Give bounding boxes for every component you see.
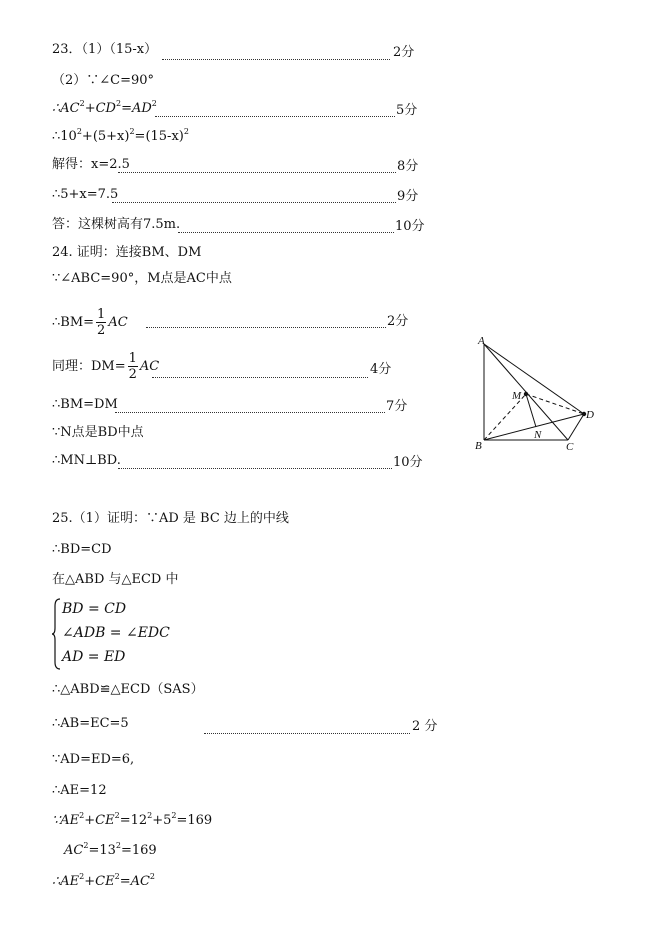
dotted-leader — [118, 171, 396, 173]
label-c: C — [566, 441, 574, 453]
denominator: 2 — [97, 323, 106, 338]
q24-line-6: ∵N点是BD中点 — [52, 425, 144, 440]
segment-mn — [526, 394, 536, 427]
exponent: 2 — [115, 99, 122, 108]
dotted-leader — [155, 115, 395, 117]
q24-line-3 — [52, 306, 128, 340]
formula-part: ∴AC — [52, 101, 80, 116]
formula-part: AC — [139, 359, 160, 374]
q24-score-4: 10分 — [393, 455, 423, 470]
label-m: M — [512, 390, 522, 402]
formula-part: ∴AE — [52, 874, 80, 889]
point-m — [524, 392, 528, 396]
q23-line-3 — [52, 99, 157, 119]
exponent: 2 — [183, 127, 189, 136]
exponent: 2 — [151, 99, 157, 108]
exponent: 2 — [83, 841, 89, 850]
formula-part: +(5+x) — [81, 129, 130, 144]
formula-part: ∵AE — [52, 813, 80, 828]
q24-score-1: 2分 — [387, 314, 409, 329]
q25-score-1: 2 分 — [412, 719, 438, 734]
formula-part: =AD — [121, 101, 152, 116]
congruence-system — [52, 598, 212, 672]
q25-line-2: ∴BD=CD — [52, 542, 112, 557]
fraction-one-half — [96, 307, 106, 338]
dotted-leader — [146, 326, 386, 328]
dotted-leader — [118, 467, 392, 469]
segment-dm — [526, 394, 584, 414]
formula-part: ∴BM= — [52, 315, 95, 330]
q23-score-2: 5分 — [396, 103, 418, 118]
exponent: 2 — [79, 872, 85, 881]
formula-part: AC — [108, 315, 128, 330]
q23-line-5: 解得：x=2.5 — [52, 157, 130, 172]
formula-part: =169 — [176, 813, 213, 828]
q23-part1-text: 23．（1）（15-x） — [52, 42, 158, 57]
left-brace — [52, 598, 62, 670]
dotted-leader — [204, 732, 410, 734]
q24-line-5: ∴BM=DM — [52, 397, 118, 412]
q25-line-4: ∴△ABD≌△ECD（SAS） — [52, 682, 204, 697]
exponent: 2 — [115, 841, 121, 850]
condition-ad-ed: AD = ED — [62, 649, 126, 665]
formula-part: +5 — [152, 813, 172, 828]
q25-line-3: 在△ABD 与△ECD 中 — [52, 572, 179, 587]
q23-line-1 — [52, 40, 157, 60]
figure-svg — [470, 336, 600, 454]
q23-line-6: ∴5+x=7.5 — [52, 187, 119, 202]
formula-part: +CE — [84, 813, 115, 828]
exponent: 2 — [114, 811, 120, 820]
q25-line-10 — [52, 872, 155, 892]
q23-score-1: 2分 — [393, 45, 415, 60]
dotted-leader — [178, 231, 394, 233]
exponent: 2 — [76, 127, 82, 136]
label-b: B — [475, 440, 482, 452]
q25-line-6: ∵AD=ED=6, — [52, 752, 135, 767]
exponent: 2 — [171, 811, 177, 820]
q23-line-4 — [52, 127, 189, 147]
q23-line-7: 答：这棵树高有7.5m. — [52, 217, 181, 232]
q25-line-9 — [64, 841, 157, 861]
formula-part: ∴10 — [52, 129, 77, 144]
condition-angle: ∠ADB = ∠EDC — [62, 625, 170, 641]
formula-part: +CD — [84, 101, 116, 116]
fraction-one-half — [128, 351, 138, 382]
geometry-figure — [470, 336, 600, 458]
dotted-leader — [112, 201, 396, 203]
q23-score-5: 10分 — [395, 219, 425, 234]
q24-score-2: 4分 — [370, 362, 392, 377]
segment-ad — [484, 344, 584, 414]
exponent: 2 — [149, 872, 156, 881]
formula-part: =AC — [119, 874, 150, 889]
denominator: 2 — [128, 367, 137, 382]
q25-line-5: ∴AB=EC=5 — [52, 716, 129, 731]
dotted-leader — [152, 376, 368, 378]
numerator: 1 — [128, 351, 137, 366]
q24-line-7: ∴MN⊥BD. — [52, 453, 121, 468]
q25-line-1: 25.（1）证明：∵AD 是 BC 边上的中线 — [52, 511, 289, 526]
formula-part: =13 — [88, 843, 116, 858]
numerator: 1 — [97, 307, 106, 322]
formula-part: +CE — [84, 874, 115, 889]
q24-line-2: ∵∠ABC=90°，M点是AC中点 — [52, 271, 232, 286]
dotted-leader — [162, 58, 390, 60]
formula-part: 同理：DM= — [52, 359, 126, 374]
formula-part: AC — [64, 843, 84, 858]
q23-score-4: 9分 — [397, 189, 419, 204]
dotted-leader — [115, 411, 385, 413]
exponent: 2 — [79, 99, 85, 108]
condition-bd-cd: BD = CD — [62, 601, 127, 617]
label-d: D — [586, 409, 594, 421]
label-a: A — [478, 336, 485, 347]
formula-part: =169 — [120, 843, 157, 858]
formula-part: =(15-x) — [134, 129, 184, 144]
q24-line-1: 24. 证明：连接BM、DM — [52, 245, 202, 260]
exponent: 2 — [79, 811, 85, 820]
exponent: 2 — [114, 872, 120, 881]
exponent: 2 — [147, 811, 153, 820]
exponent: 2 — [129, 127, 135, 136]
q25-line-7: ∴AE=12 — [52, 783, 107, 798]
q24-score-3: 7分 — [386, 399, 408, 414]
q23-line-2: （2）∵∠C=90° — [52, 73, 155, 88]
q25-line-8 — [52, 811, 212, 831]
label-n: N — [534, 429, 542, 441]
q24-line-4 — [52, 350, 159, 384]
formula-part: =12 — [119, 813, 148, 828]
q23-score-3: 8分 — [397, 159, 419, 174]
